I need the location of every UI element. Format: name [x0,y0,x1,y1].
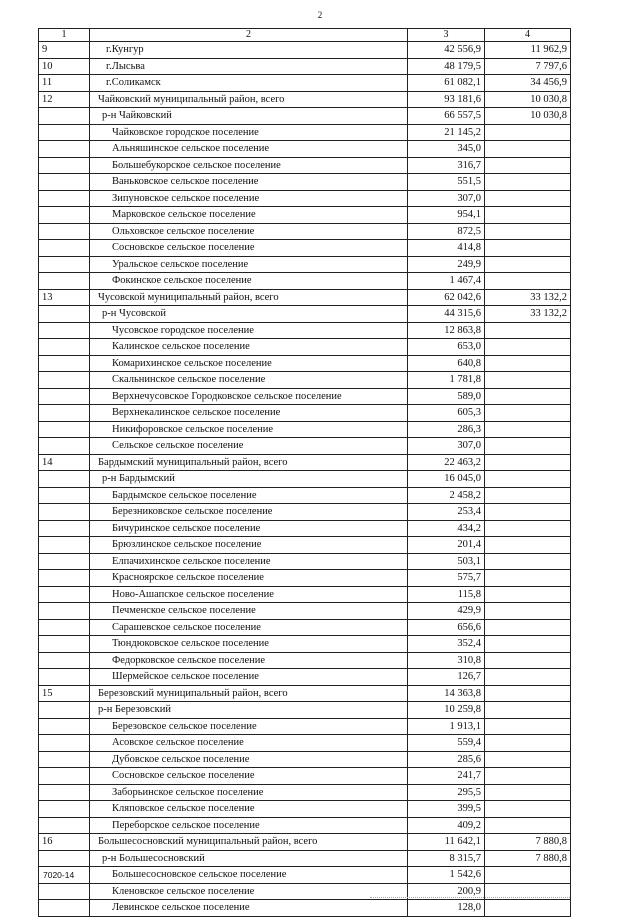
territory-name: Скальнинское сельское поселение [90,372,408,389]
amount-col-4 [485,537,571,554]
table-row [39,388,571,405]
table-row [39,339,571,356]
row-number [39,471,90,488]
amount-col-3: 345,0 [408,141,485,158]
table-row [39,784,571,801]
table-row [39,91,571,108]
amount-col-4 [485,735,571,752]
amount-col-3: 1 542,6 [408,867,485,884]
row-number [39,603,90,620]
header-col-3: 3 [408,29,485,42]
table-row [39,240,571,257]
amount-col-3: 653,0 [408,339,485,356]
table-row [39,850,571,867]
territory-name: Большебукорское сельское поселение [90,157,408,174]
row-number [39,157,90,174]
table-header [39,29,571,42]
territory-name: Ваньковское сельское поселение [90,174,408,191]
territory-name: р-н Чусовской [90,306,408,323]
amount-col-3: 21 145,2 [408,124,485,141]
header-col-4: 4 [485,29,571,42]
amount-col-4 [485,784,571,801]
table-row [39,900,571,917]
territory-name: г.Соликамск [90,75,408,92]
table-row [39,702,571,719]
amount-col-4 [485,718,571,735]
table-row [39,289,571,306]
row-number [39,537,90,554]
table-row [39,157,571,174]
amount-col-4 [485,520,571,537]
row-number [39,652,90,669]
amount-col-3: 14 363,8 [408,685,485,702]
territory-name: Бардымское сельское поселение [90,487,408,504]
table-row [39,207,571,224]
amount-col-3: 1 467,4 [408,273,485,290]
row-number [39,438,90,455]
amount-col-3: 115,8 [408,586,485,603]
amount-col-3: 249,9 [408,256,485,273]
scan-mark [370,897,570,898]
table-row [39,42,571,59]
territory-name: Сосновское сельское поселение [90,240,408,257]
row-number [39,669,90,686]
territory-name: р-н Чайковский [90,108,408,125]
amount-col-4 [485,421,571,438]
territory-name: Верхнечусовское Городковское сельское поселение [90,388,408,405]
row-number [39,900,90,917]
territory-name: Асовское сельское поселение [90,735,408,752]
row-number [39,223,90,240]
table-row [39,322,571,339]
table-row [39,355,571,372]
amount-col-4: 10 030,8 [485,108,571,125]
row-number: 11 [39,75,90,92]
amount-col-4 [485,669,571,686]
amount-col-3: 42 556,9 [408,42,485,59]
amount-col-3: 241,7 [408,768,485,785]
amount-col-3: 66 557,5 [408,108,485,125]
territory-name: Зипуновское сельское поселение [90,190,408,207]
territory-name: Красноярское сельское поселение [90,570,408,587]
row-number [39,421,90,438]
page-number: 2 [317,10,323,20]
amount-col-3: 16 045,0 [408,471,485,488]
amount-col-3: 954,1 [408,207,485,224]
amount-col-4 [485,124,571,141]
amount-col-4 [485,174,571,191]
territory-name: Чайковский муниципальный район, всего [90,91,408,108]
territory-name: Ново-Ашапское сельское поселение [90,586,408,603]
table-body [39,42,571,917]
amount-col-4 [485,256,571,273]
territory-name: Переборское сельское поселение [90,817,408,834]
row-number [39,207,90,224]
table-row [39,570,571,587]
row-number [39,553,90,570]
territory-name: Бардымский муниципальный район, всего [90,454,408,471]
amount-col-4: 10 030,8 [485,91,571,108]
territory-name: Никифоровское сельское поселение [90,421,408,438]
amount-col-3: 352,4 [408,636,485,653]
amount-col-3: 559,4 [408,735,485,752]
amount-col-3: 286,3 [408,421,485,438]
amount-col-3: 22 463,2 [408,454,485,471]
table-row [39,537,571,554]
row-number [39,306,90,323]
row-number [39,619,90,636]
territory-name: Чайковское городское поселение [90,124,408,141]
table-row [39,124,571,141]
table-row [39,141,571,158]
table-row [39,586,571,603]
amount-col-4 [485,471,571,488]
amount-col-3: 307,0 [408,438,485,455]
row-number [39,735,90,752]
territory-name: р-н Большесосновский [90,850,408,867]
table-row [39,834,571,851]
territory-name: Левинское сельское поселение [90,900,408,917]
row-number [39,504,90,521]
table-row [39,768,571,785]
territory-name: р-н Бардымский [90,471,408,488]
territory-name: Чусовской муниципальный район, всего [90,289,408,306]
amount-col-3: 605,3 [408,405,485,422]
amount-col-3: 589,0 [408,388,485,405]
amount-col-4 [485,438,571,455]
amount-col-3: 62 042,6 [408,289,485,306]
territory-name: Калинское сельское поселение [90,339,408,356]
amount-col-4 [485,685,571,702]
table-row [39,636,571,653]
table-row [39,669,571,686]
row-number [39,141,90,158]
row-number [39,751,90,768]
amount-col-3: 872,5 [408,223,485,240]
amount-col-4 [485,636,571,653]
table-row [39,718,571,735]
row-number [39,817,90,834]
table-row [39,751,571,768]
amount-col-3: 126,7 [408,669,485,686]
amount-col-4: 34 456,9 [485,75,571,92]
row-number [39,273,90,290]
amount-col-4: 7 797,6 [485,58,571,75]
amount-col-3: 429,9 [408,603,485,620]
table-row [39,306,571,323]
table-row [39,504,571,521]
amount-col-4 [485,867,571,884]
table-row [39,256,571,273]
table-row [39,817,571,834]
territory-name: Березниковское сельское поселение [90,504,408,521]
territory-name: Сосновское сельское поселение [90,768,408,785]
row-number [39,240,90,257]
amount-col-3: 575,7 [408,570,485,587]
amount-col-3: 399,5 [408,801,485,818]
table-row [39,553,571,570]
territory-name: Заборьинское сельское поселение [90,784,408,801]
header-row [39,29,571,42]
amount-col-4 [485,619,571,636]
amount-col-4 [485,570,571,587]
territory-name: Ольховское сельское поселение [90,223,408,240]
amount-col-4 [485,273,571,290]
amount-col-3: 656,6 [408,619,485,636]
table-row [39,735,571,752]
territory-name: Фокинское сельское поселение [90,273,408,290]
row-number [39,784,90,801]
row-number [39,718,90,735]
row-number: 15 [39,685,90,702]
amount-col-4 [485,454,571,471]
table-row [39,801,571,818]
table-row [39,520,571,537]
territory-name: Марковское сельское поселение [90,207,408,224]
amount-col-3: 295,5 [408,784,485,801]
amount-col-3: 307,0 [408,190,485,207]
territory-name: Кленовское сельское поселение [90,883,408,900]
budget-table [38,28,571,917]
amount-col-4 [485,751,571,768]
row-number [39,339,90,356]
row-number [39,586,90,603]
amount-col-4: 11 962,9 [485,42,571,59]
amount-col-4 [485,586,571,603]
amount-col-3: 285,6 [408,751,485,768]
table-row [39,454,571,471]
territory-name: Комарихинское сельское поселение [90,355,408,372]
amount-col-4 [485,652,571,669]
amount-col-3: 11 642,1 [408,834,485,851]
row-number [39,702,90,719]
amount-col-3: 44 315,6 [408,306,485,323]
table-row [39,421,571,438]
table-row [39,685,571,702]
amount-col-4 [485,372,571,389]
row-number [39,322,90,339]
amount-col-3: 201,4 [408,537,485,554]
row-number [39,174,90,191]
row-number: 9 [39,42,90,59]
amount-col-4: 7 880,8 [485,834,571,851]
amount-col-4 [485,405,571,422]
territory-name: Альняшинское сельское поселение [90,141,408,158]
row-number: 13 [39,289,90,306]
header-col-1: 1 [39,29,90,42]
row-number: 16 [39,834,90,851]
table-row [39,58,571,75]
row-number [39,372,90,389]
territory-name: Березовский муниципальный район, всего [90,685,408,702]
amount-col-4 [485,190,571,207]
row-number [39,883,90,900]
amount-col-3: 503,1 [408,553,485,570]
amount-col-3: 12 863,8 [408,322,485,339]
territory-name: Федорковское сельское поселение [90,652,408,669]
row-number [39,190,90,207]
territory-name: Дубовское сельское поселение [90,751,408,768]
amount-col-4 [485,702,571,719]
header-col-2: 2 [90,29,408,42]
row-number [39,801,90,818]
amount-col-3: 1 913,1 [408,718,485,735]
table-row [39,619,571,636]
amount-col-3: 253,4 [408,504,485,521]
amount-col-3: 128,0 [408,900,485,917]
territory-name: Чусовское городское поселение [90,322,408,339]
amount-col-3: 414,8 [408,240,485,257]
table-row [39,75,571,92]
amount-col-4 [485,817,571,834]
territory-name: Верхнекалинское сельское поселение [90,405,408,422]
row-number [39,405,90,422]
amount-col-3: 48 179,5 [408,58,485,75]
territory-name: Печменское сельское поселение [90,603,408,620]
amount-col-4 [485,141,571,158]
row-number [39,108,90,125]
row-number [39,487,90,504]
table-row [39,487,571,504]
amount-col-4 [485,322,571,339]
territory-name: Кляповское сельское поселение [90,801,408,818]
territory-name: Елпачихинское сельское поселение [90,553,408,570]
territory-name: Бичуринское сельское поселение [90,520,408,537]
amount-col-3: 61 082,1 [408,75,485,92]
amount-col-4 [485,388,571,405]
amount-col-3: 409,2 [408,817,485,834]
amount-col-3: 93 181,6 [408,91,485,108]
row-number: 10 [39,58,90,75]
amount-col-4 [485,339,571,356]
row-number [39,768,90,785]
amount-col-4 [485,207,571,224]
table-row [39,190,571,207]
territory-name: Уральское сельское поселение [90,256,408,273]
amount-col-3: 8 315,7 [408,850,485,867]
territory-name: Сарашевское сельское поселение [90,619,408,636]
territory-name: Березовское сельское поселение [90,718,408,735]
table-row [39,603,571,620]
territory-name: р-н Березовский [90,702,408,719]
amount-col-4 [485,553,571,570]
territory-name: Брюзлинское сельское поселение [90,537,408,554]
table-row [39,174,571,191]
amount-col-4 [485,487,571,504]
amount-col-4: 33 132,2 [485,289,571,306]
table-row [39,223,571,240]
amount-col-4 [485,768,571,785]
row-number [39,520,90,537]
row-number [39,850,90,867]
table-row [39,372,571,389]
table-row [39,273,571,290]
amount-col-3: 1 781,8 [408,372,485,389]
amount-col-3: 2 458,2 [408,487,485,504]
amount-col-3: 640,8 [408,355,485,372]
territory-name: г.Кунгур [90,42,408,59]
territory-name: Большесосновское сельское поселение [90,867,408,884]
row-number [39,355,90,372]
document-code: 7020-14 [43,870,75,880]
table-row [39,652,571,669]
territory-name: Сельское сельское поселение [90,438,408,455]
row-number [39,570,90,587]
amount-col-3: 434,2 [408,520,485,537]
row-number [39,256,90,273]
amount-col-4 [485,504,571,521]
table-row [39,108,571,125]
table-row [39,438,571,455]
row-number [39,388,90,405]
table-row [39,867,571,884]
table-row [39,405,571,422]
table-row [39,471,571,488]
amount-col-4 [485,603,571,620]
amount-col-4 [485,801,571,818]
amount-col-3: 10 259,8 [408,702,485,719]
amount-col-4 [485,900,571,917]
amount-col-4 [485,157,571,174]
amount-col-4 [485,223,571,240]
amount-col-4 [485,240,571,257]
amount-col-4 [485,355,571,372]
territory-name: Тюндюковское сельское поселение [90,636,408,653]
territory-name: г.Лысьва [90,58,408,75]
amount-col-3: 316,7 [408,157,485,174]
row-number [39,636,90,653]
territory-name: Шермейское сельское поселение [90,669,408,686]
amount-col-3: 310,8 [408,652,485,669]
amount-col-4: 33 132,2 [485,306,571,323]
territory-name: Большесосновский муниципальный район, всего [90,834,408,851]
amount-col-4: 7 880,8 [485,850,571,867]
row-number: 12 [39,91,90,108]
row-number [39,124,90,141]
amount-col-3: 551,5 [408,174,485,191]
amount-col-3: 200,9 [408,883,485,900]
row-number: 14 [39,454,90,471]
